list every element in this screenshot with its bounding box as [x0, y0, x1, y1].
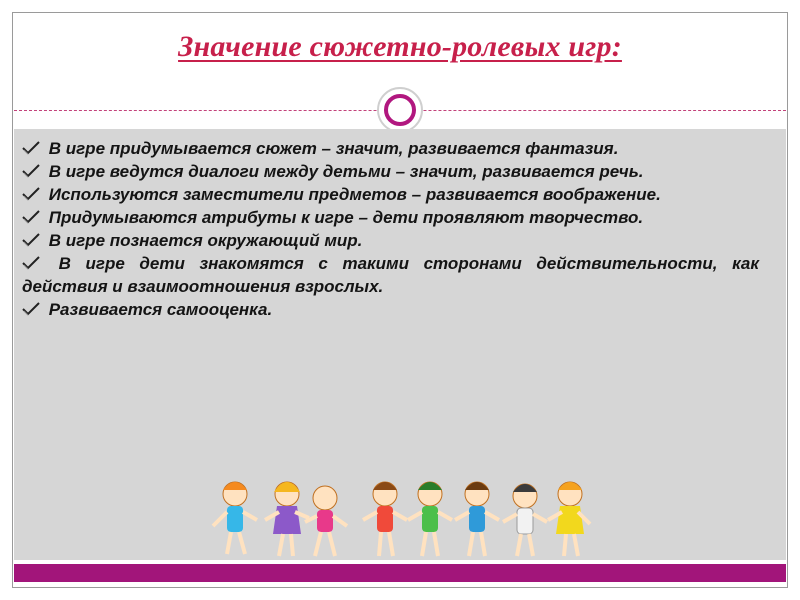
list-item	[22, 206, 759, 229]
list-item	[22, 160, 759, 183]
children-holding-hands-illustration	[205, 478, 600, 564]
child-figure	[305, 486, 347, 556]
bullet-text: В игре придумывается сюжет – значит, развивается фантазия.	[44, 139, 619, 158]
checkmark-icon	[22, 256, 40, 270]
checkmark-icon	[22, 187, 40, 201]
bullet-text: Придумываются атрибуты к игре – дети проявляют творчество.	[44, 208, 644, 227]
child-figure	[213, 482, 257, 554]
child-figure	[265, 482, 309, 556]
bottom-accent-bar	[14, 564, 786, 582]
child-figure	[503, 484, 547, 556]
child-figure	[455, 482, 499, 556]
checkmark-icon	[22, 164, 40, 178]
child-figure	[408, 482, 452, 556]
bullet-text: В игре ведутся диалоги между детьми – значит, развивается речь.	[44, 162, 644, 181]
list-item	[22, 183, 759, 206]
child-figure	[363, 482, 407, 556]
bullet-text: Используются заместители предметов – развивается воображение.	[44, 185, 661, 204]
list-item	[22, 229, 759, 252]
slide-title: Значение сюжетно-ролевых игр:	[178, 30, 622, 63]
bullet-list	[22, 137, 759, 321]
bullet-text: В игре дети знакомятся с такими сторонами действительности, как действия и взаимоотношения взрослых.	[22, 254, 759, 296]
list-item	[22, 252, 759, 298]
list-item	[22, 137, 759, 160]
checkmark-icon	[22, 302, 40, 316]
checkmark-icon	[22, 141, 40, 155]
checkmark-icon	[22, 233, 40, 247]
bullet-text: Развивается самооценка.	[44, 300, 273, 319]
child-figure	[548, 482, 590, 556]
circle-ornament-icon	[377, 87, 423, 133]
checkmark-icon	[22, 210, 40, 224]
ring-icon	[384, 94, 416, 126]
list-item	[22, 298, 759, 321]
bullet-text: В игре познается окружающий мир.	[44, 231, 363, 250]
